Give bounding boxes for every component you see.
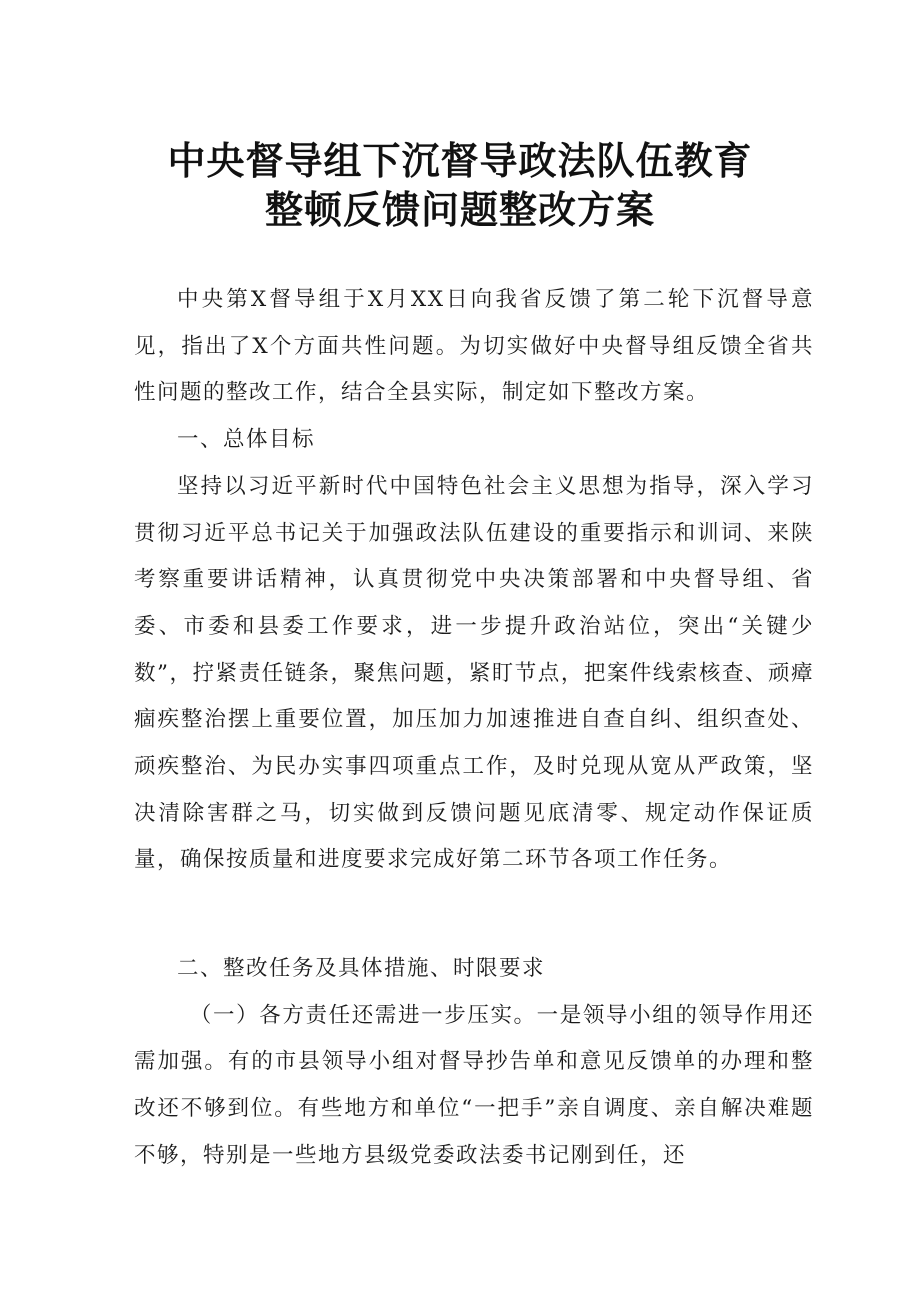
overall-goal-paragraph: 坚持以习近平新时代中国特色社会主义思想为指导，深入学习贯彻习近平总书记关于加强政法队伍建设的重要指示和训词、来陕考察重要讲话精神，认真贯彻党中央决策部署和中央督导组、省委、市委和县委工作要求，进一步提升政治站位，突出“关键少数”，拧紧责任链条，聚焦问题，紧盯节点，把案件线索核查、顽瘴痼疾整治摆上重要位置，加压加力加速推进自查自纠、组织查处、顽疾整治、为民办实事四项重点工作，及时兑现从宽从严政策，坚决清除害群之马，切实做到反馈问题见底清零、规定动作保证质量，确保按质量和进度要求完成好第二环节各项工作任务。 xyxy=(134,473,814,873)
document-title-line-1: 中央督导组下沉督导政法队伍教育 xyxy=(167,139,753,183)
intro-paragraph: 中央第X督导组于X月XX日向我省反馈了第二轮下沉督导意见，指出了X个方面共性问题。为切实做好中央督导组反馈全省共性问题的整改工作，结合全县实际，制定如下整改方案。 xyxy=(134,287,814,406)
rectification-item-1-paragraph: （一）各方责任还需进一步压实。一是领导小组的领导作用还需加强。有的市县领导小组对督导抄告单和意见反馈单的办理和整改还不够到位。有些地方和单位“一把手”亲自调度、亲自解决难题不够，特别是一些地方县级党委政法委书记刚到任，还 xyxy=(134,1002,814,1168)
section-heading-overall-goal: 一、总体目标 xyxy=(177,427,316,453)
section-heading-rectification-tasks: 二、整改任务及具体措施、时限要求 xyxy=(177,956,546,981)
document-body-continued xyxy=(134,946,814,1180)
document-title-line-2: 整顿反馈问题整改方案 xyxy=(264,188,655,232)
document-body xyxy=(134,277,814,884)
